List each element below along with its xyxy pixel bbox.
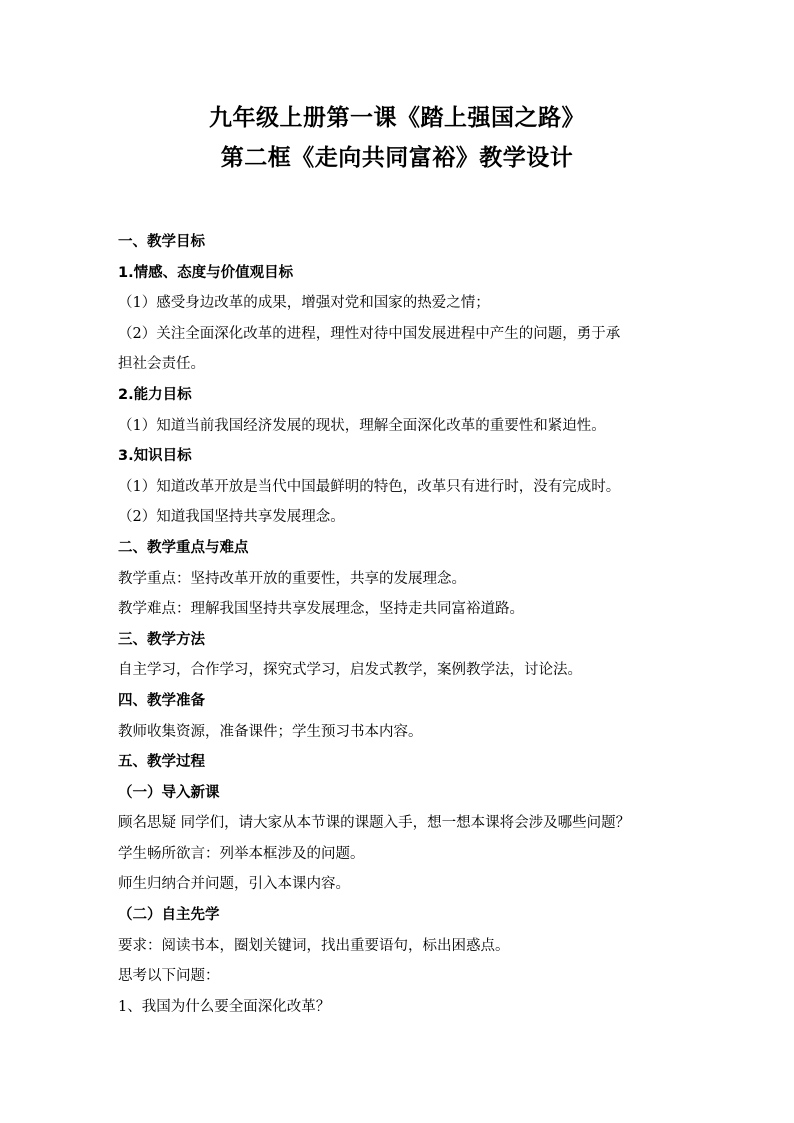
body-text-line: 担社会责任。 <box>118 356 205 373</box>
body-text-line: 学生畅所欲言：列举本框涉及的问题。 <box>118 845 365 862</box>
document-title-line-1: 九年级上册第一课《踏上强国之路》 <box>209 105 585 131</box>
section-heading: 二、教学重点与难点 <box>118 539 249 556</box>
body-text-line: 教学重点：坚持改革开放的重要性，共享的发展理念。 <box>118 570 466 587</box>
body-text-line: （2）知道我国坚持共享发展理念。 <box>118 509 345 526</box>
body-text-line: 教学难点：理解我国坚持共享发展理念，坚持走共同富裕道路。 <box>118 601 524 618</box>
section-heading: （一）导入新课 <box>118 784 220 801</box>
body-text-line: 顾名思疑 同学们，请大家从本节课的课题入手，想一想本课将会涉及哪些问题？ <box>118 815 631 832</box>
section-heading: （二）自主先学 <box>118 907 220 924</box>
document-body <box>118 227 678 1022</box>
section-heading: 1.情感、态度与价值观目标 <box>118 264 294 281</box>
section-heading: 一、教学目标 <box>118 234 205 250</box>
section-heading: 五、教学过程 <box>118 754 205 771</box>
body-text-line: 思考以下问题： <box>118 968 220 985</box>
body-text-line: （2）关注全面深化改革的进程，理性对待中国发展进程中产生的问题，勇于承 <box>118 325 621 342</box>
document-title-line-2: 第二框《走向共同富裕》教学设计 <box>220 145 574 171</box>
section-heading: 三、教学方法 <box>118 631 205 648</box>
body-text-line: （1）知道当前我国经济发展的现状，理解全面深化改革的重要性和紧迫性。 <box>118 417 606 434</box>
section-heading: 2.能力目标 <box>118 386 192 403</box>
body-text-line: 教师收集资源，准备课件；学生预习书本内容。 <box>118 723 423 740</box>
section-heading: 四、教学准备 <box>118 692 205 709</box>
body-text-line: （1）感受身边改革的成果，增强对党和国家的热爱之情； <box>118 295 490 312</box>
body-text-line: 师生归纳合并问题，引入本课内容。 <box>118 876 350 893</box>
body-text-line: 自主学习，合作学习，探究式学习，启发式教学，案例教学法，讨论法。 <box>118 662 582 679</box>
section-heading: 3.知识目标 <box>118 448 192 465</box>
body-text-line: 1、我国为什么要全面深化改革？ <box>118 998 331 1015</box>
body-text-line: 要求：阅读书本，圈划关键词，找出重要语句，标出困惑点。 <box>118 937 510 954</box>
body-text-line: （1）知道改革开放是当代中国最鲜明的特色，改革只有进行时，没有完成时。 <box>118 478 621 495</box>
